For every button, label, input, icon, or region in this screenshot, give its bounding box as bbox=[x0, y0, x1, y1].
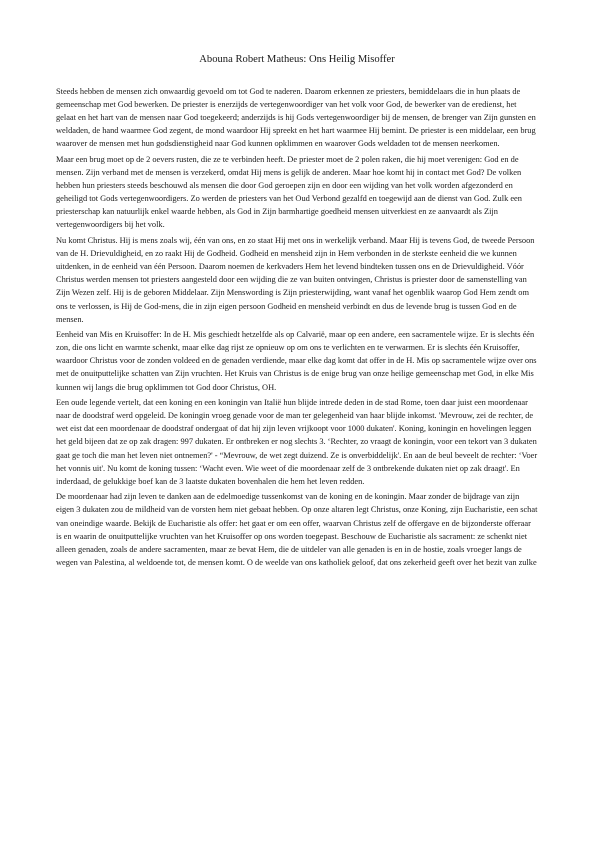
document-title: Abouna Robert Matheus: Ons Heilig Misoffer bbox=[199, 54, 395, 65]
paragraph-3: Nu komt Christus. Hij is mens zoals wij, één van ons, en zo staat Hij met ons in werkelijk verband. Maar Hij is tevens God, de tweede Persoon van de H. Drievuldigheid, en zo raakt Hij de Godheid. Godheid en mensheid zijn in Hem verbonden in de sterkste eenheid die we kunnen uitdenken, in de eenheid van één Persoon. Daarom noemen de kerkvaders Hem het levend bindteken tussen ons en de Drievuldigheid. Vóór Christus werden mensen tot priesters aangesteld door een wijding die ze van buiten ontvingen, Christus is priester door de samenstelling van Zijn Wezen zelf. Hij is de geboren Middelaar. Zijn Menswording is Zijn priesterwijding, want vanaf het ogenblik waarop God Hem zendt om ons te verlossen, is Hij de God-mens, die in zijn eigen persoon Godheid en mensheid verbindt en dus de levende brug is tussen God en de mensen. bbox=[56, 236, 535, 324]
paragraph-5: Een oude legende vertelt, dat een koning en een koningin van Italië hun blijde intrede deden in de stad Rome, toen daar juist een moordenaar naar de doodstraf werd opgeleid. De koningin vroeg genade voor de man ter gelegenheid van haar blijde inkomst. 'Mevrouw, zei de rechter, de wet eist dat een moordenaar de doodstraf ondergaat of dat hij zijn leven vrijkoopt voor 1000 dukaten'. Koning, koningin en hovelingen leggen het geld bijeen dat ze op zak dragen: 997 dukaten. Er ontbreken er nog slechts 3. ‘Rechter, zo vraagt de koningin, voor een tekort van 3 dukaten gaat ge toch die man het leven niet ontnemen?' - “Mevrouw, de wet zegt duizend. Ze is onverbiddelijk'. En aan de beul beveelt de rechter: ‘Voer het vonnis uit'. Nu komt de koning tussen: ‘Wacht even. Wie weet of die moordenaar zelf de 3 ontbrekende dukaten niet op zak draagt'. En inderdaad, de gelukkige boef kan de 3 laatste dukaten bovenhalen die hem het leven redden. bbox=[56, 398, 538, 486]
paragraph-1: Steeds hebben de mensen zich onwaardig gevoeld om tot God te naderen. Daarom erkennen ze priesters, bemiddelaars die in hun plaats de gemeenschap met God bewerken. De priester is enerzijds de vertegenwoordiger van het volk voor God, de bewerker van de eredienst, het gelaat en het hart van de mensen naar God toegekeerd; anderzijds is hij Gods vertegenwoordiger bij de mensen, de brenger van Zijn gunsten en weldaden, de hand waarmee God zegent, de mond waardoor Hij spreekt en het hart waarmee Hij bemint. De priester is een middelaar, een brug waarover de mensen met hun godsdienstigheid naar God kunnen opklimmen en waarover Gods weldaden tot de mensen neerkomen. bbox=[56, 87, 536, 149]
paragraph-2: Maar een brug moet op de 2 oevers rusten, die ze te verbinden heeft. De priester moet de 2 polen raken, die hij moet verenigen: God en de mensen. Zijn verband met de mensen is verzekerd, omdat Hij mens is gelijk de anderen. Maar hoe komt hij in contact met God? De volken hebben hun priesters steeds beschouwd als mensen die door God geroepen zijn en door een wijding van het volk worden afgezonderd en geheiligd tot Gods vertegenwoordigers. Zo werden de priesters van het Oud Verbond gezalfd en toegewijd aan de dienst van God. Zulk een priesterschap kan natuurlijk enkel waarde hebben, als God in Zijn barmhartige goedheid mensen uitverkiest en ze aanvaardt als Zijn vertegenwoordigers bij het volk. bbox=[56, 154, 522, 230]
paragraph-4: Eenheid van Mis en Kruisoffer: In de H. Mis geschiedt hetzelfde als op Calvarië, maar op een andere, een sacramentele wijze. Er is slechts één zon, die ons licht en warmte schenkt, maar elke dag rijst ze opnieuw op om ons te verlichten en te verwarmen. Er is slechts één Kruisoffer, waardoor Christus voor de zonden voldeed en de genaden verdiende, maar elke dag komt dat offer in de H. Mis op sacramentele wijze over ons met de onuitputtelijke schatten van Zijn vruchten. Het Kruis van Christus is de enige brug van onze heilige gemeenschap met God, in elke Mis kunnen wij langs die brug opklimmen tot God door Christus, OH. bbox=[56, 330, 537, 392]
document-body bbox=[56, 53, 538, 571]
paragraph-6: De moordenaar had zijn leven te danken aan de edelmoedige tussenkomst van de koning en de koningin. Maar zonder de bijdrage van zijn eigen 3 dukaten zou de mildheid van de vorsten hem niet gebaat hebben. Op onze altaren legt Christus, onze Koning, zijn Eucharistie, een schat van oneindige waarde. Bekijk de Eucharistie als offer: het gaat er om een offer, waarvan Christus zelf de offergave en de bijzonderste offeraar is en waarin de onuitputtelijke vruchten van het Kruisoffer op ons worden toegepast. Beschouw de Eucharistie als sacrament: ze schenkt niet alleen genaden, zoals de andere sacramenten, maar ze bevat Hem, die de uitdeler van alle genaden is en in de hostie, zoals vroeger langs de wegen van Palestina, al weldoende tot, de mensen komt. O de weelde van ons katholiek geloof, dat ons zekerheid geeft over het bezit van zulke bbox=[56, 492, 538, 567]
